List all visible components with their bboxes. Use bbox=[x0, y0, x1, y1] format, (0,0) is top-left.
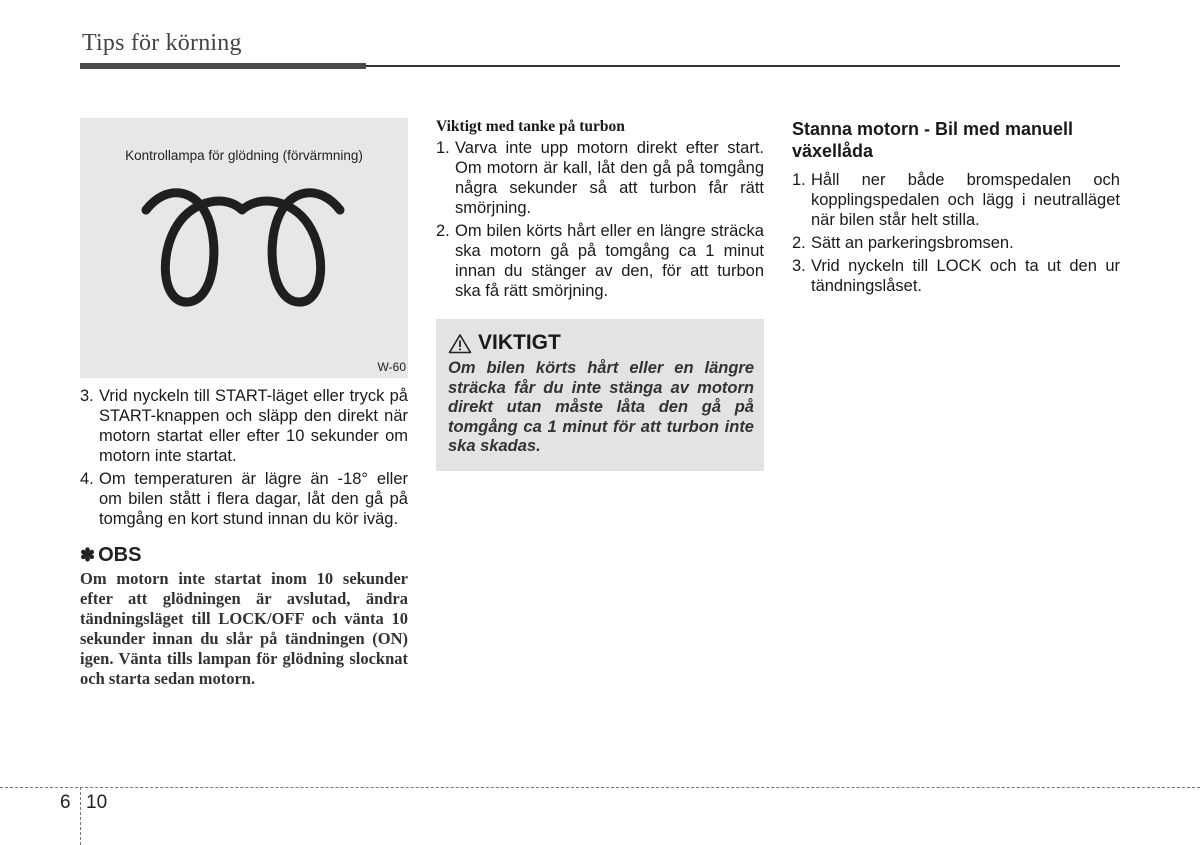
list-item-text: Om temperaturen är lägre än -18° eller om bilen stått i flera dagar, låt den gå på tomgång en kort stund innan du kör iväg. bbox=[99, 470, 408, 528]
list-item-text: Varva inte upp motorn direkt efter start. Om motorn är kall, låt den gå på tomgång några sekunder så att turbon får rätt smörjning. bbox=[455, 139, 764, 217]
glow-plug-coil-icon bbox=[136, 184, 350, 310]
header-rule-accent bbox=[80, 63, 366, 69]
start-steps-list bbox=[80, 386, 408, 529]
obs-text: Om motorn inte startat inom 10 sekunder efter att glödningen är avslutad, ändra tändningsläget till LOCK/OFF och vänta 10 sekunder innan du slår på tändningen (ON) igen. Vänta tills lampan för glödning slocknat och starta sedan motorn. bbox=[80, 569, 408, 688]
page-number: 10 bbox=[86, 792, 108, 813]
list-item bbox=[792, 170, 1120, 230]
chapter-number: 6 bbox=[60, 792, 71, 813]
glow-indicator-figure bbox=[80, 118, 408, 378]
list-item bbox=[792, 233, 1120, 253]
list-item-text: Sätt an parkeringsbromsen. bbox=[811, 234, 1014, 252]
stop-engine-steps-list bbox=[792, 170, 1120, 296]
figure-code: W-60 bbox=[377, 360, 406, 374]
list-item-number: 4. bbox=[80, 470, 94, 488]
list-item bbox=[436, 138, 764, 218]
list-item bbox=[436, 221, 764, 301]
list-item-text: Vrid nyckeln till LOCK och ta ut den ur tändningslåset. bbox=[811, 257, 1120, 295]
right-column bbox=[792, 118, 1120, 299]
list-item-number: 2. bbox=[792, 234, 806, 252]
list-item-number: 2. bbox=[436, 222, 450, 240]
asterisk-icon: ✽ bbox=[80, 545, 96, 565]
list-item-text: Om bilen körts hårt eller en längre sträcka ska motorn gå på tomgång ca 1 minut innan du stänger av den, för att turbon ska få rätt smörjning. bbox=[455, 222, 764, 300]
list-item bbox=[792, 256, 1120, 296]
turbo-steps-list bbox=[436, 138, 764, 301]
warning-box bbox=[436, 319, 764, 471]
obs-note bbox=[80, 543, 408, 689]
list-item-number: 3. bbox=[80, 387, 94, 405]
warning-text: Om bilen körts hårt eller en längre sträcka får du inte stänga av motorn direkt utan måste låta den gå på tomgång ca 1 minut för att turbon inte ska skadas. bbox=[448, 359, 754, 455]
list-item bbox=[80, 469, 408, 529]
figure-caption: Kontrollampa för glödning (förvärmning) bbox=[125, 148, 363, 163]
page-title: Tips för körning bbox=[82, 30, 242, 56]
footer-rule bbox=[0, 787, 1200, 788]
page-header bbox=[80, 30, 1120, 70]
list-item-text: Vrid nyckeln till START-läget eller tryck på START-knappen och släpp den direkt när motorn startat eller efter 10 sekunder om motorn inte startat. bbox=[99, 387, 408, 465]
section-heading-turbo: Viktigt med tanke på turbon bbox=[436, 118, 625, 135]
middle-column bbox=[436, 118, 764, 471]
list-item-number: 3. bbox=[792, 257, 806, 275]
obs-heading bbox=[80, 543, 408, 567]
list-item-number: 1. bbox=[436, 139, 450, 157]
list-item-number: 1. bbox=[792, 171, 806, 189]
warning-title: VIKTIGT bbox=[478, 331, 561, 354]
list-item bbox=[80, 386, 408, 466]
section-heading-stop-engine: Stanna motorn - Bil med manuell växellåda bbox=[792, 119, 1074, 161]
list-item-text: Håll ner både bromspedalen och kopplingspedalen och lägg i neutralläget när bilen står helt stilla. bbox=[811, 171, 1120, 229]
warning-triangle-icon bbox=[448, 333, 472, 354]
warning-header bbox=[448, 331, 754, 355]
footer-divider bbox=[80, 787, 81, 845]
obs-heading-text: OBS bbox=[98, 544, 142, 566]
left-column bbox=[80, 118, 408, 689]
